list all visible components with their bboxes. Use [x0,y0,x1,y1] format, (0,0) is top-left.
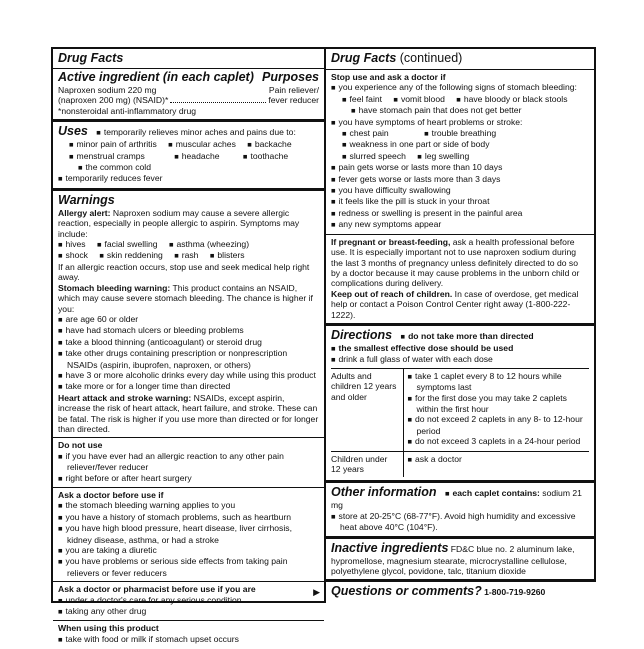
pregnancy-section [326,234,594,323]
ask-doctor-section [53,487,324,581]
allergy-row-2: ■ shock ■ skin reddening ■ rash ■ blisters [58,250,319,261]
adult-dose-item: ■ do not exceed 2 caplets in any 8- to 12-hour period [408,414,590,436]
inactive-text: FD&C blue no. 2 aluminum lake, hypromellose, magnesium stearate, microcrystalline cellulose, polyethylene glycol, povidone, talc, titanium dioxide [331,543,575,577]
directions-item: ■ drink a full glass of water with each dose [331,354,589,365]
uses-title: Uses [58,124,88,139]
directions-section [326,323,594,480]
purposes-header: Purposes [262,70,319,84]
footnote: *nonsteroidal anti-inflammatory drug [58,105,197,116]
stop-use-item: ■ you have difficulty swallowing [331,185,589,196]
questions-section [326,579,594,602]
adult-who: Adults and children 12 years and older [331,368,403,451]
stop-use-item: ■ you have symptoms of heart problems or stroke: [331,117,589,128]
stop-use-item: ■ pain gets worse or lasts more than 10 days [331,162,589,173]
stop-use-item: ■ it feels like the pill is stuck in your throat [331,196,589,207]
uses-row-2: ■ menstrual cramps ■ headache ■ toothache [58,151,319,162]
stop-use-title: Stop use and ask a doctor if [331,72,446,82]
header-section [53,49,324,119]
stop-bleed-row-1: ■ feel faint ■ vomit blood ■ have bloody or black stools [331,94,589,105]
ask-pharmacist-section [53,581,324,620]
warnings-section [53,188,324,438]
ask-pharmacist-title: Ask a doctor or pharmacist before use if you are [58,584,256,595]
adult-dose-item: ■ for the first dose you may take 2 caplets within the first hour [408,393,590,415]
heart-warning: Heart attack and stroke warning: NSAIDs, except aspirin, increase the risk of heart attack, heart failure, and stroke. These can be fatal. The risk is higher if you use more than directed or for longer than directed. [58,392,319,434]
stomach-item: ■ take other drugs containing prescription or nonprescription NSAIDs (aspirin, ibuprofen, naproxen, or others) [58,348,319,370]
uses-row-3: ■ the common cold [58,162,319,173]
directions-title: Directions [331,327,393,342]
directions-item: ■ do not take more than directed [401,331,534,341]
continue-arrow-icon: ▶ [313,586,320,597]
other-info-title: Other information [331,485,437,500]
uses-section [53,119,324,188]
uses-fever: ■ temporarily reduces fever [58,173,319,184]
stop-use-item: ■ redness or swelling is present in the painful area [331,208,589,219]
child-who: Children under 12 years [331,451,403,477]
drug-facts-panel-left [51,47,326,644]
adult-dose-item: ■ take 1 caplet every 8 to 12 hours while symptoms last [408,371,590,393]
ask-doctor-item: ■ you have problems or serious side effects from taking pain relievers or fever reducers [58,556,319,578]
stomach-item: ■ take more or for a longer time than directed [58,381,319,392]
stop-heart-row-1: ■ chest pain ■ trouble breathing [331,128,589,139]
table-row [331,451,589,477]
directions-item: ■ the smallest effective dose should be used [331,343,589,354]
questions-phone: 1-800-719-9260 [481,587,546,598]
stop-use-item: ■ any new symptoms appear [331,219,589,230]
ask-pharmacist-item: ■ under a doctor's care for any serious condition [58,595,319,606]
active-ingredient-header: Active ingredient (in each caplet) [58,70,254,84]
panel-title-continued: Drug Facts (continued) [331,51,463,65]
inactive-section [326,536,594,580]
questions-title: Questions or comments? [331,584,482,599]
warnings-title: Warnings [58,192,115,207]
stomach-warning: Stomach bleeding warning: This product contains an NSAID, which may cause severe stomach bleeding. The chance is higher if you: [58,282,313,314]
stop-bleed-row-2: ■ have stomach pain that does not get better [331,105,589,116]
stop-heart-row-2: ■ weakness in one part or side of body [331,139,589,150]
ingredient-line-1: Naproxen sodium 220 mg [58,85,157,95]
table-row [331,368,589,451]
when-using-section [53,620,324,648]
stop-use-item: ■ you experience any of the following signs of stomach bleeding: [331,82,589,93]
pregnancy-warning: If pregnant or breast-feeding, ask a health professional before use. It is especially important not to use naproxen sodium during the last 3 months of pregnancy unless definitely directed to do so by a doctor because it may cause problems in the unborn child or complications during delivery. [331,236,580,289]
drug-facts-panel-right [324,47,596,599]
continued-header [326,49,594,69]
purpose-2: fever reducer [268,95,319,106]
ask-doctor-title: Ask a doctor before use if [58,490,164,500]
stomach-item: ■ have had stomach ulcers or bleeding problems [58,325,319,336]
inactive-title: Inactive ingredients [331,540,449,555]
stomach-item: ■ have 3 or more alcoholic drinks every day while using this product [58,370,319,381]
stomach-item: ■ are age 60 or older [58,314,319,325]
do-not-use-item: ■ if you have ever had an allergic reaction to any other pain reliever/fever reducer [58,451,319,473]
when-using-title: When using this product [58,623,159,634]
ask-doctor-item: ■ you have high blood pressure, heart disease, liver cirrhosis, kidney disease, asthma, or had a stroke [58,523,319,545]
uses-row-1: ■ minor pain of arthritis ■ muscular aches ■ backache [58,139,319,150]
stomach-item: ■ take a blood thinning (anticoagulant) or steroid drug [58,337,319,348]
stop-use-section [326,69,594,234]
purpose-1: Pain reliever/ [268,85,319,95]
stop-heart-row-3: ■ slurred speech ■ leg swelling [331,151,589,162]
child-dose-item: ■ ask a doctor [408,454,590,465]
allergy-after: If an allergic reaction occurs, stop use and seek medical help right away. [58,261,310,283]
ask-doctor-item: ■ you have a history of stomach problems, such as heartburn [58,512,319,523]
dosage-table [331,368,589,478]
other-info-item: ■ store at 20-25°C (68-77°F). Avoid high humidity and excessive heat above 40°C (104°F). [331,511,589,533]
keep-out-of-reach: Keep out of reach of children. In case of overdose, get medical help or contact a Poison Control Center right away (1-800-222-1222). [331,288,579,320]
do-not-use-title: Do not use [58,440,103,451]
stop-use-item: ■ fever gets worse or lasts more than 3 days [331,174,589,185]
uses-intro: ■ temporarily relieves minor aches and pains due to: [96,127,296,137]
ingredient-line-2: (naproxen 200 mg) (NSAID)* [58,95,169,106]
allergy-alert: Allergy alert: Naproxen sodium may cause a severe allergic reaction, especially in people allergic to aspirin. Symptoms may include: [58,207,300,239]
ask-doctor-item: ■ the stomach bleeding warning applies to you [58,500,319,511]
allergy-row-1: ■ hives ■ facial swelling ■ asthma (wheezing) [58,239,319,250]
panel-title: Drug Facts [58,51,124,65]
other-info-section: Other information ■ each caplet contains: sodium 21 mg ■ store at 20-25°C (68-77°F). Avoid high humidity and excessive heat above 40°C (104°F). [326,480,594,535]
do-not-use-item: ■ right before or after heart surgery [58,473,319,484]
ask-pharmacist-item: ■ taking any other drug [58,606,319,617]
do-not-use-section [53,437,324,487]
adult-dose-item: ■ do not exceed 3 caplets in a 24-hour period [408,436,590,447]
ask-doctor-item: ■ you are taking a diuretic [58,545,319,556]
when-using-item: ■ take with food or milk if stomach upset occurs [58,634,319,645]
